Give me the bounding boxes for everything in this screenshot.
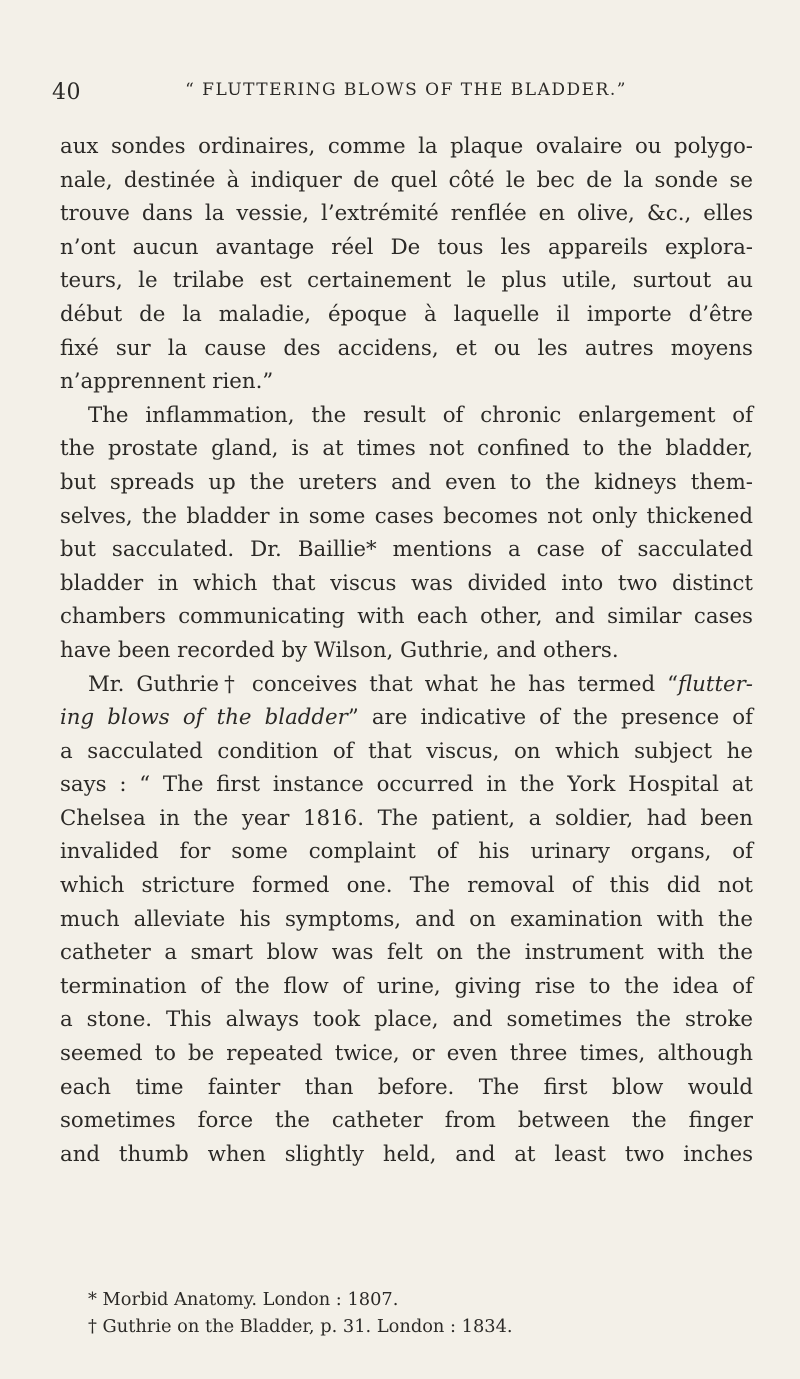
footnote-guthrie: † Guthrie on the Bladder, p. 31. London : 1834. <box>88 1316 513 1337</box>
text-line: but spreads up the ureters and even to the kidneys them- <box>60 469 753 495</box>
text-line: says : “ The first instance occurred in the York Hospital at <box>60 772 753 798</box>
text-line: bladder in which that viscus was divided into two distinct <box>60 570 753 596</box>
running-title: “ FLUTTERING BLOWS OF THE BLADDER.” <box>185 80 627 100</box>
text-line: aux sondes ordinaires, comme la plaque ovalaire ou polygo- <box>60 134 753 159</box>
text-line: seemed to be repeated twice, or even three times, although <box>60 1041 753 1067</box>
text-line: a sacculated condition of that viscus, on which subject he <box>60 738 753 764</box>
footnote-baillie: * Morbid Anatomy. London : 1807. <box>88 1289 399 1310</box>
text-line: Chelsea in the year 1816. The patient, a soldier, had been <box>60 805 753 831</box>
body-text <box>60 130 753 1171</box>
text-line: n’ont aucun avantage réel De tous les appareils explora- <box>60 234 753 260</box>
text-line: and thumb when slightly held, and at least two inches <box>60 1141 753 1167</box>
text-fragment: Mr. Guthrie† conceives that what he has termed “ <box>88 671 678 697</box>
italic-phrase: flutter- <box>677 671 753 697</box>
text-line: the prostate gland, is at times not confined to the bladder, <box>60 436 753 462</box>
text-line: catheter a smart blow was felt on the instrument with the <box>60 940 753 966</box>
text-line: much alleviate his symptoms, and on examination with the <box>60 906 753 932</box>
text-line: termination of the flow of urine, giving rise to the idea of <box>60 973 753 999</box>
text-line <box>60 668 753 702</box>
text-line: which stricture formed one. The removal of this did not <box>60 873 753 899</box>
text-line: n’apprennent rien.” <box>60 369 274 395</box>
text-line: The inflammation, the result of chronic enlargement of <box>88 402 753 428</box>
text-line: sometimes force the catheter from between the finger <box>60 1108 753 1134</box>
text-line: selves, the bladder in some cases becomes not only thickened <box>60 503 753 529</box>
text-line: trouve dans la vessie, l’extrémité renflée en olive, &c., elles <box>60 201 753 227</box>
text-line: each time fainter than before. The first blow would <box>60 1074 753 1100</box>
footnotes <box>88 1286 753 1340</box>
text-line: début de la maladie, époque à laquelle il importe d’être <box>60 301 753 327</box>
text-line: teurs, le trilabe est certainement le plus utile, surtout au <box>60 268 753 294</box>
text-line: nale, destinée à indiquer de quel côté le bec de la sonde se <box>60 167 753 193</box>
text-fragment: ” are indicative of the presence of <box>347 705 754 731</box>
text-line: but sacculated. Dr. Baillie* mentions a case of sacculated <box>60 537 753 563</box>
text-line: chambers communicating with each other, and similar cases <box>60 604 753 630</box>
italic-phrase: ing blows of the bladder <box>60 705 348 731</box>
text-line: fixé sur la cause des accidens, et ou les autres moyens <box>60 335 753 361</box>
text-line: a stone. This always took place, and sometimes the stroke <box>60 1007 753 1033</box>
text-line: have been recorded by Wilson, Guthrie, and others. <box>60 637 619 663</box>
page-header <box>52 80 760 110</box>
page-number: 40 <box>52 80 81 105</box>
text-line <box>60 701 753 735</box>
text-line: invalided for some complaint of his urinary organs, of <box>60 839 753 865</box>
